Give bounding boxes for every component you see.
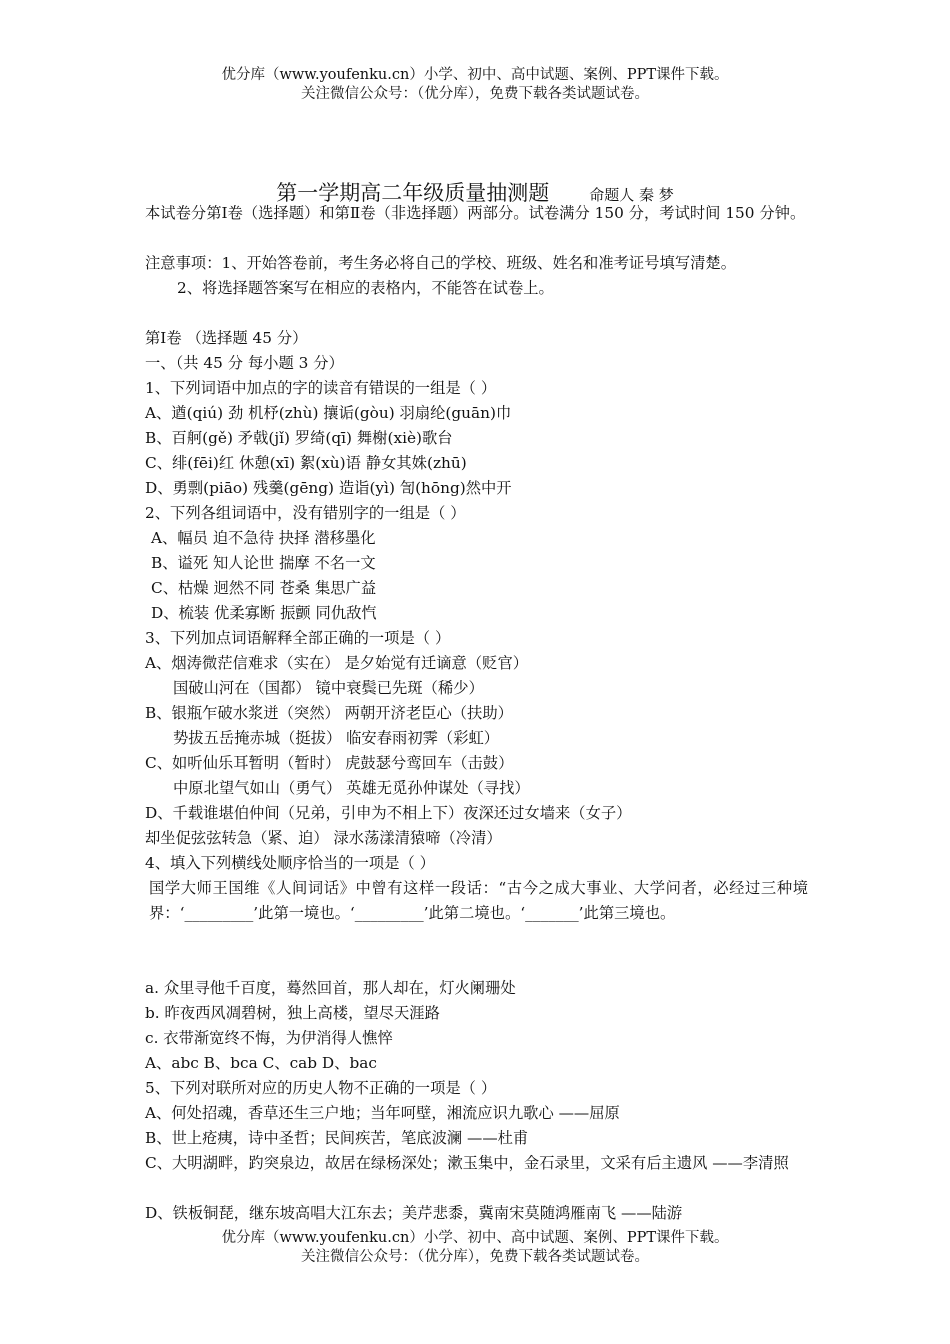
- question-3-line: D、千载谁堪伯仲间（兄弟，引申为不相上下）夜深还过女墙来（女子）: [145, 804, 632, 822]
- question-1-option-b: B、百舸(gě) 矛戟(jǐ) 罗绮(qī) 舞榭(xiè)歌台: [145, 429, 453, 447]
- question-4-item-c: c. 衣带渐宽终不悔，为伊消得人憔悴: [145, 1029, 393, 1047]
- section-title: 第Ⅰ卷 （选择题 45 分）: [145, 329, 308, 347]
- question-2-stem: 2、下列各组词语中，没有错别字的一组是（ ）: [145, 504, 466, 522]
- question-3-stem: 3、下列加点词语解释全部正确的一项是（ ）: [145, 629, 451, 647]
- question-3-line: 势拔五岳掩赤城（挺拔） 临安春雨初霁（彩虹）: [173, 729, 500, 747]
- question-5-stem: 5、下列对联所对应的历史人物不正确的一项是（ ）: [145, 1079, 497, 1097]
- question-2-option-b: B、谥死 知人论世 揣摩 不名一文: [151, 554, 376, 572]
- question-5-option-a: A、何处招魂，香草还生三户地；当年呵壁，湘流应识九歌心 ——屈原: [145, 1104, 620, 1122]
- question-5-option-d: D、铁板铜琵，继东坡高唱大江东去；美芹悲黍，冀南宋莫随鸿雁南飞 ——陆游: [145, 1204, 683, 1222]
- question-2-option-c: C、枯燥 迥然不同 苍桑 集思广益: [151, 579, 377, 597]
- question-4-item-a: a. 众里寻他千百度，蓦然回首，那人却在，灯火阑珊处: [145, 979, 516, 997]
- question-1-option-c: C、绯(fēi)红 休憩(xī) 絮(xù)语 静女其姝(zhū): [145, 454, 467, 472]
- header-line-2: 关注微信公众号：（优分库），免费下载各类试题试卷。: [301, 86, 649, 102]
- document-body: [145, 201, 808, 1226]
- question-5-option-b: B、世上疮痍，诗中圣哲；民间疾苦，笔底波澜 ——杜甫: [145, 1129, 529, 1147]
- intro-paragraph: 本试卷分第Ⅰ卷（选择题）和第Ⅱ卷（非选择题）两部分。试卷满分 150 分，考试时间 150 分钟。: [145, 204, 806, 222]
- question-2-option-a: A、幅员 迫不急待 抉择 潜移墨化: [151, 529, 376, 547]
- notice-2: 2、将选择题答案写在相应的表格内，不能答在试卷上。: [177, 279, 554, 297]
- part-title: 一、（共 45 分 每小题 3 分）: [145, 354, 344, 372]
- question-4-item-b: b. 昨夜西风凋碧树，独上高楼，望尽天涯路: [145, 1004, 440, 1022]
- question-3-line: C、如听仙乐耳暂明（暂时） 虎鼓瑟兮鸾回车（击鼓）: [145, 754, 514, 772]
- question-2-option-d: D、梳装 优柔寡断 振颤 同仇敌忾: [151, 604, 377, 622]
- header-line-1: 优分库（www.youfenku.cn）小学、初中、高中试题、案例、PPT课件下载。: [221, 67, 729, 83]
- question-3-line: 中原北望气如山（勇气） 英雄无觅孙仲谋处（寻找）: [173, 779, 530, 797]
- question-4-passage: 国学大师王国维《人间词话》中曾有这样一段话：“古今之成大事业、大学问者，必经过三种境界：‘_________’此第一境也。‘_________’此第二境也。‘_______’此第三境也。: [149, 879, 808, 922]
- question-3-line: 却坐促弦弦转急（紧、迫） 渌水荡漾清猿啼（冷清）: [145, 829, 502, 847]
- exam-title: 第一学期高二年级质量抽测题: [276, 181, 550, 205]
- question-3-line: 国破山河在（国都） 镜中衰鬓已先斑（稀少）: [173, 679, 484, 697]
- page-header: [0, 66, 950, 104]
- exam-author: 命题人 秦 梦: [589, 186, 674, 204]
- question-1-option-d: D、勇剽(piāo) 残羹(gēng) 造诣(yì) 訇(hōng)然中开: [145, 479, 512, 497]
- footer-line-1: 优分库（www.youfenku.cn）小学、初中、高中试题、案例、PPT课件下载。: [221, 1230, 729, 1246]
- question-4-options: A、abc B、bca C、cab D、bac: [145, 1054, 377, 1072]
- notice-1: 注意事项：1、开始答卷前，考生务必将自己的学校、班级、姓名和准考证号填写清楚。: [145, 254, 737, 272]
- question-5-option-c: C、大明湖畔，趵突泉边，故居在绿杨深处；漱玉集中，金石录里，文采有后主遗风 ——李清照: [145, 1154, 789, 1172]
- question-1-option-a: A、遒(qiú) 劲 机杼(zhù) 攘诟(gòu) 羽扇纶(guān)巾: [145, 404, 512, 422]
- page-footer: [0, 1229, 950, 1267]
- question-3-line: B、银瓶乍破水浆迸（突然） 两朝开济老臣心（扶助）: [145, 704, 513, 722]
- question-4-stem: 4、填入下列横线处顺序恰当的一项是（ ）: [145, 854, 435, 872]
- question-1-stem: 1、下列词语中加点的字的读音有错误的一组是（ ）: [145, 379, 497, 397]
- footer-line-2: 关注微信公众号：（优分库），免费下载各类试题试卷。: [301, 1249, 649, 1265]
- question-3-line: A、烟涛微茫信难求（实在） 是夕始觉有迁谪意（贬官）: [145, 654, 529, 672]
